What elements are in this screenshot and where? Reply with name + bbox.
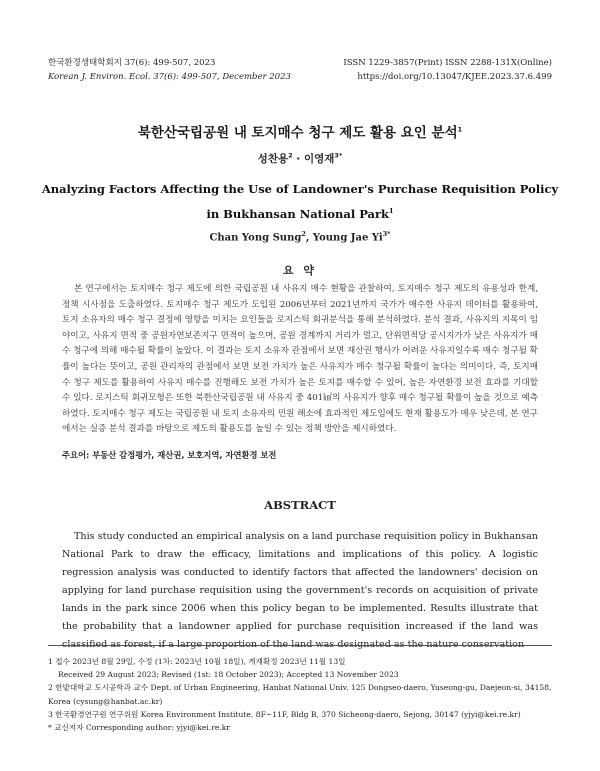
abstract-ko-heading: 요 약: [282, 264, 318, 277]
keywords-ko: 주요어: 부동산 감정평가, 재산권, 보호지역, 자연환경 보전: [62, 450, 277, 460]
title-english: Analyzing Factors Affecting the Use of Landowner's Purchase Requisition Policy in Bukhansan National Park$^1$: [41, 182, 559, 221]
doi-link[interactable]: https://doi.org/10.13047/KJEE.2023.37.6.499: [357, 72, 552, 82]
footnote: 2 한밭대학교 도시공학과 교수 Dept. of Urban Engineering, Hanbat National Univ. 125 Dongseo-daero, Yuseong-gu, Daejeon-si, 34158, Korea (cysung@hanbat.ac.kr): [48, 683, 552, 706]
footnote: 3 한국환경연구원 연구위원 Korea Environment Institute. 8F~11F, Bldg B, 370 Sicheong-daero, Sejong, 30147 (yjyi@kei.re.kr): [48, 709, 521, 719]
abstract-en-heading: ABSTRACT: [264, 498, 336, 512]
journal-en: Korean J. Environ. Ecol. 37(6): 499-507, December 2023: [48, 72, 291, 82]
footnote: Received 29 August 2023; Revised (1st: 18 October 2023); Accepted 13 November 2023: [58, 670, 399, 680]
journal-ko: 한국환경생태학회지 37(6): 499-507, 2023: [48, 58, 216, 68]
abstract-ko-body: 본 연구에서는 토지매수 청구 제도에 의한 국립공원 내 사유지 매수 현황을 관찰하여, 토지매수 청구 제도의 유용성과 한계, 정책 시사점을 도출하였다. 토지매수 청구 제도가 도입된 2006년부터 2021년까지 국가가 매수한 사유지 데이터를 활용하여, 토지 소유자의 매수 청구 결정에 영향을 미치는 요인들을 로지스틱 회귀분석을 통해 분석하였다. 분석 결과, 사유지의 지목이 임야이고, 사유지 면적 중 공원자연보존지구 면적이 높으며, 공원 경계까지 거리가 멀고, 단위면적당 공시지가가 낮은 사유지가 매수 청구에 의해 매수될 확률이 높았다. 이 결과는 토지 소유자 관점에서 보면 재산권 행사가 어려운 사유지일수록 매수 청구될 확률이 높다는 뜻이고, 공원 관리자의 관점에서 보면 보전 가치가 높은 사유지가 매수 청구될 확률이 높다는 의미이다. 즉, 토지매수 청구 제도를 활용하여 사유지 매수를 진행해도 보전 가치가 높은 토지를 매수할 수 있어, 높은 자연환경 보전 효과를 기대할 수 있다. 로지스틱 회귀모형은 또한 북한산국립공원 내 사유지 중 401㎢의 사유지가 향후 매수 청구될 확률이 높을 것으로 예측하였다. 토지매수 청구 제도는 국립공원 내 토지 소유자의 민원 해소에 효과적인 제도임에도 현재 활용도가 매우 낮은데, 본 연구에서는 실증 분석 결과를 바탕으로 제도의 활용도를 높일 수 있는 정책 방안을 제시하였다.: [62, 284, 538, 435]
abstract-en-body: This study conducted an empirical analysis on a land purchase requisition policy in Bukhansan National Park to draw the efficacy, limitations and implications of this policy. A logistic regression analysis was conducted to identify factors that affected the landowners' decision on applying for land purchase requisition using the government's records on acquisition of private lands in the park since 2006 when this policy began to be implemented. Results illustrate that the probability that a landowner applied for purchase requisition increased if the land was classified as forest, if a large proportion of the land was designated as the nature conservation: [62, 531, 538, 650]
issn: ISSN 1229-3857(Print) ISSN 2288-131X(Online): [343, 58, 552, 68]
footnote-divider: [48, 645, 552, 646]
authors-korean: 성찬용$^2$ · 이영재$^{3*}$: [257, 151, 343, 165]
footnote: * 교신저자 Corresponding author: yjyi@kei.re.kr: [48, 723, 230, 733]
title-korean: 북한산국립공원 내 토지매수 청구 제도 활용 요인 분석$^1$: [137, 125, 463, 141]
footnote: 1 접수 2023년 8월 29일, 수정 (1차: 2023년 10월 18일), 게재확정 2023년 11월 13일: [48, 657, 346, 666]
authors-english: Chan Yong Sung$^2$, Young Jae $Yi^{3*}$: [209, 230, 391, 244]
footnotes: [48, 655, 552, 734]
